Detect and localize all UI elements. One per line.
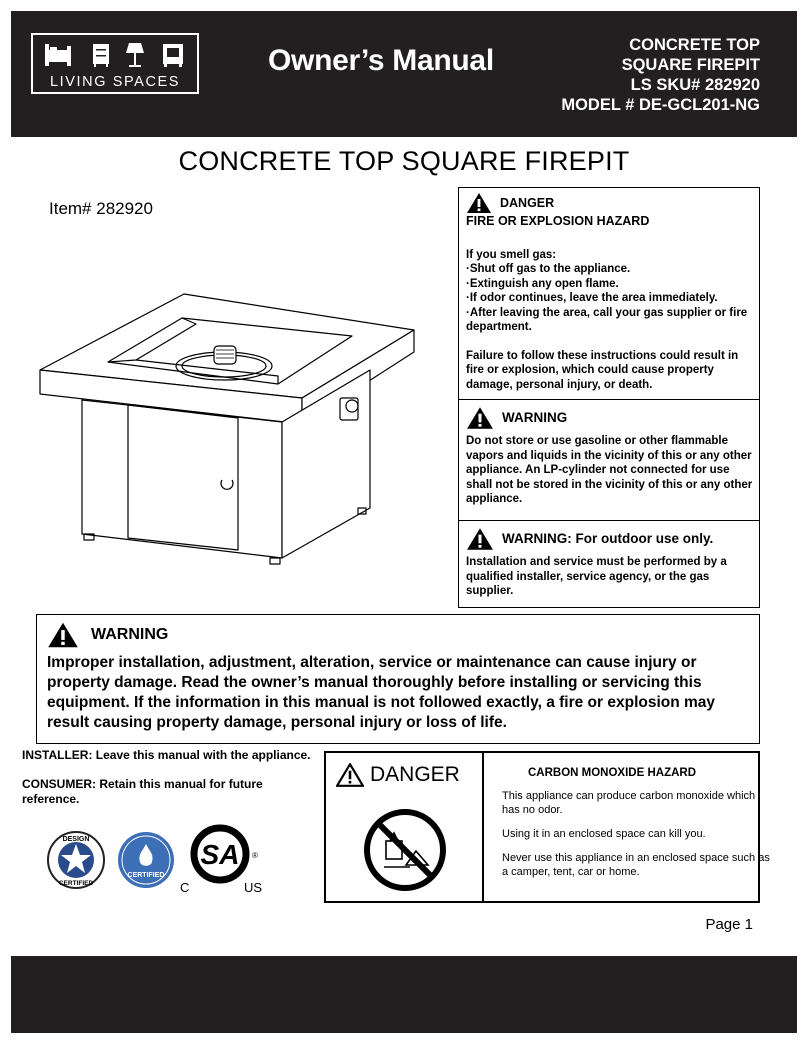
- warning-text: Do not store or use gasoline or other flammable vapors and liquids in the vicinity of this or any other appliance. An LP-cylinder not connected for use shall not be stored in the vicinity of this or any other appliance.: [466, 435, 753, 505]
- model-number: MODEL # DE-GCL201-NG: [561, 96, 760, 114]
- certified-seal-icon: [116, 830, 178, 890]
- logo-text: LIVING SPACES: [49, 74, 181, 90]
- no-enclosed-space-icon: [362, 807, 448, 893]
- main-warning-text: Improper installation, adjustment, alteration, service or maintenance can cause injury or property damage. Read the owner’s manual thoroughly before installing or servicing this equipment. If the information in this manual is not followed exactly, a fire or explosion may result causing property damage, personal injury or loss of life.: [47, 654, 716, 731]
- safety-warnings-panel: [458, 187, 760, 608]
- document-title: CONCRETE TOP SQUARE FIREPIT: [178, 146, 630, 176]
- main-warning-label: WARNING: [91, 626, 169, 643]
- co-danger-label: DANGER: [370, 763, 460, 786]
- outdoor-warning-label: WARNING:: [502, 530, 572, 546]
- co-line: Using it in an enclosed space can kill you.: [502, 828, 706, 840]
- warning-triangle-icon: [336, 763, 364, 787]
- warning-section: [459, 399, 759, 520]
- installer-note: [22, 748, 312, 763]
- warning-triangle-icon: [466, 527, 494, 551]
- product-info: [561, 35, 760, 115]
- outdoor-warning-suffix: For outdoor use only.: [575, 530, 714, 546]
- danger-step: ·After leaving the area, call your gas supplier or fire department.: [466, 306, 748, 333]
- warning-triangle-icon: [47, 621, 79, 649]
- footer-bar: [11, 956, 797, 1033]
- consumer-note: [22, 777, 312, 807]
- csa-us: US: [244, 880, 263, 895]
- outdoor-warning-section: [459, 520, 759, 609]
- danger-failure: Failure to follow these instructions could result in fire or explosion, which could cause property damage, personal injury, or death.: [466, 349, 739, 391]
- danger-step: ·Extinguish any open flame.: [466, 277, 619, 290]
- danger-step: ·Shut off gas to the appliance.: [466, 263, 631, 275]
- co-details: [486, 753, 774, 889]
- outdoor-warning-text: Installation and service must be performed by a qualified installer, service agency, or the gas supplier.: [466, 556, 727, 597]
- svg-text:®: ®: [252, 851, 258, 860]
- product-line2: SQUARE FIREPIT: [621, 56, 760, 74]
- firepit-illustration: [36, 290, 426, 580]
- installer-label: INSTALLER:: [22, 748, 93, 762]
- warning-triangle-icon: [466, 192, 492, 214]
- item-number: Item# 282920: [49, 199, 153, 218]
- danger-intro: If you smell gas:: [466, 248, 557, 261]
- consumer-label: CONSUMER:: [22, 777, 96, 791]
- sku: LS SKU# 282920: [630, 76, 760, 94]
- csa-c: C: [180, 880, 190, 895]
- danger-section: [459, 188, 759, 399]
- warning-label: WARNING: [502, 409, 568, 425]
- co-title: CARBON MONOXIDE HAZARD: [527, 767, 697, 779]
- manual-title: Owner’s Manual: [268, 44, 494, 77]
- csa-mark-icon: [180, 820, 270, 898]
- co-line: Never use this appliance in an enclosed space such as a camper, tent, car or home.: [502, 852, 770, 878]
- danger-label: DANGER: [500, 195, 555, 210]
- design-certified-seal-icon: [46, 830, 108, 890]
- product-line1: CONCRETE TOP: [629, 36, 760, 54]
- design-text: DESIGN: [62, 836, 90, 843]
- carbon-monoxide-warning: [324, 751, 770, 903]
- certified-text: CERTIFIED: [58, 880, 94, 887]
- installer-text: Leave this manual with the appliance.: [95, 748, 311, 762]
- co-line: This appliance can produce carbon monoxide which has no odor.: [502, 790, 756, 816]
- furniture-icons: [41, 40, 191, 70]
- co-danger-panel: [326, 753, 484, 901]
- warning-triangle-icon: [466, 406, 494, 430]
- manual-notes: [22, 748, 312, 821]
- certified-label: CERTIFIED: [127, 872, 165, 879]
- danger-step: ·If odor continues, leave the area immediately.: [466, 292, 718, 304]
- danger-subtitle: FIRE OR EXPLOSION HAZARD: [466, 214, 650, 228]
- main-warning-box: [36, 614, 760, 744]
- page-number: Page 1: [705, 916, 753, 933]
- svg-text:SA: SA: [200, 839, 240, 870]
- consumer-text: Retain this manual for future reference.: [22, 777, 263, 806]
- living-spaces-logo: [31, 33, 199, 94]
